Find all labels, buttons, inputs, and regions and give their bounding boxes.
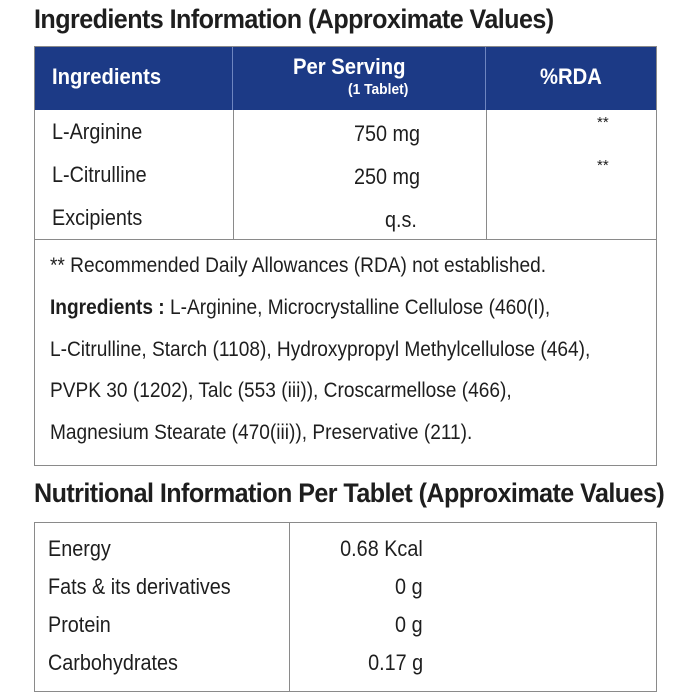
nutrition-table	[34, 522, 657, 692]
ingredient-name: Excipients	[52, 205, 143, 230]
ingredient-value: 750 mg	[354, 121, 421, 146]
table-row	[35, 153, 656, 196]
table-row	[35, 110, 656, 153]
table-row	[35, 196, 656, 239]
rda-note: ** Recommended Daily Allowances (RDA) not established.	[50, 254, 547, 277]
nutrient-name: Energy	[48, 536, 111, 561]
nutrient-name: Carbohydrates	[48, 650, 178, 675]
header-cell-ingredients	[35, 47, 233, 110]
ingredients-list-line: L-Citrulline, Starch (1108), Hydroxypropyl Methylcellulose (464),	[50, 338, 591, 361]
ingredient-name: L-Arginine	[52, 119, 143, 144]
ingredients-list-label: Ingredients :	[50, 296, 165, 319]
nutrition-heading: Nutritional Information Per Tablet (Approximate Values)	[34, 478, 665, 508]
ingredients-list-line: PVPK 30 (1202), Talc (553 (iii)), Croscarmellose (466),	[50, 379, 512, 402]
ingredients-table-body	[35, 110, 656, 240]
header-cell-rda	[486, 47, 656, 110]
ingredients-heading: Ingredients Information (Approximate Values)	[34, 4, 554, 34]
ingredient-value: q.s.	[385, 207, 417, 232]
nutrient-value: 0 g	[395, 612, 423, 637]
header-rda-label: %RDA	[540, 64, 602, 89]
ingredient-name: L-Citrulline	[52, 162, 147, 187]
table-row	[35, 528, 656, 566]
ingredients-list-text: L-Arginine, Microcrystalline Cellulose (460(I),	[164, 296, 551, 319]
nutrient-name: Fats & its derivatives	[48, 574, 231, 599]
ingredient-rda: **	[597, 157, 609, 174]
table-row	[35, 604, 656, 642]
ingredients-list-line	[50, 296, 550, 320]
nutrient-name: Protein	[48, 612, 111, 637]
ingredients-table-header	[35, 47, 656, 110]
nutrient-value: 0.68 Kcal	[340, 536, 423, 561]
ingredients-table	[34, 46, 657, 466]
ingredient-value: 250 mg	[354, 164, 421, 189]
ingredients-list-line: Magnesium Stearate (470(iii)), Preservative (211).	[50, 421, 473, 444]
ingredients-note	[35, 240, 656, 465]
header-per-serving-label: Per Serving	[293, 54, 406, 79]
nutrient-value: 0 g	[395, 574, 423, 599]
ingredient-rda: **	[597, 114, 609, 131]
nutrient-value: 0.17 g	[367, 650, 423, 675]
header-cell-per-serving	[233, 47, 486, 110]
header-ingredients-label: Ingredients	[52, 64, 162, 89]
table-row	[35, 566, 656, 604]
table-row	[35, 642, 656, 680]
header-per-serving-sublabel: (1 Tablet)	[348, 81, 409, 98]
